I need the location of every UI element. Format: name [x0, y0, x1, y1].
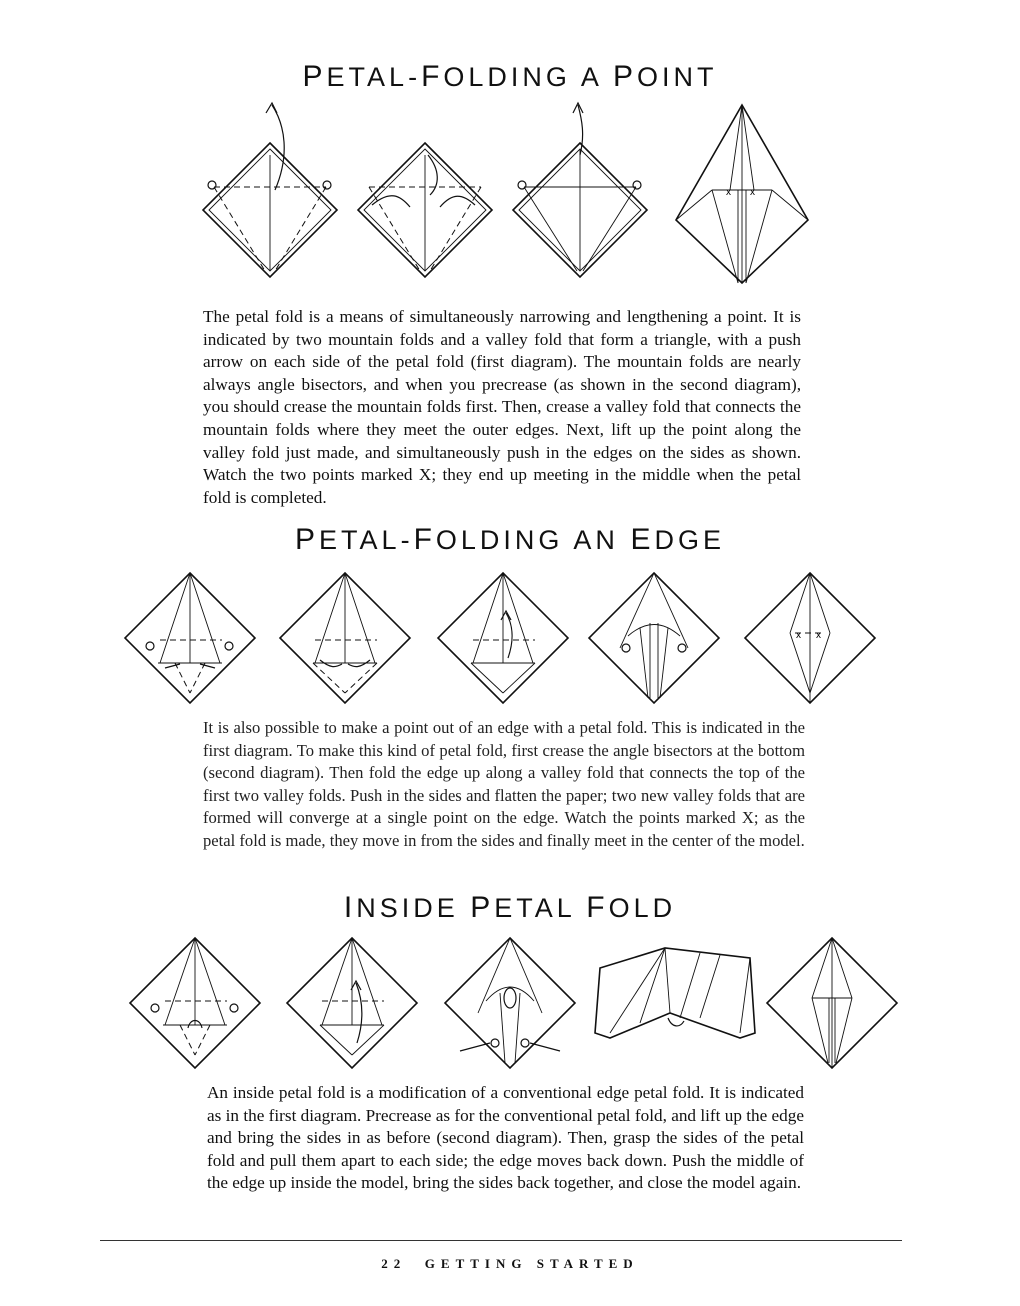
title-initial: E — [630, 523, 655, 556]
title-part: OLD — [608, 893, 677, 923]
section-paragraph: An inside petal fold is a modification of a conventional edge petal fold. It is indicated as in the first diagram. Precrease as for the conventional petal fold, and lift up the edge and bring the sides in as before (second diagram). Then, grasp the sides of the petal fold and pull them apart to each side; the edge moves back down. Push the middle of the edge up inside the model, bring the sides back together, and close the model again. — [207, 1083, 804, 1193]
section-paragraph: The petal fold is a means of simultaneously narrowing and lengthening a point. It is indicated by two mountain folds and a valley fold that form a triangle, with a push arrow on each side of the petal fold (first diagram). The mountain folds are nearly always angle bisectors, and when you precrease (as shown in the second diagram), you should crease the mountain folds first. Then, crease a valley fold that connects the mountain folds where they meet the outer edges. Next, lift up the point along the valley fold just made, and simultaneously push in the edges on the sides as shown. Watch the two points marked X; they end up meeting in the middle when the petal fold is completed. — [203, 307, 801, 507]
inside-petal-diagram-4 — [595, 948, 755, 1038]
petal-edge-diagrams — [0, 568, 1020, 708]
petal-edge-diagram-4 — [589, 573, 719, 703]
page-number: 22 — [381, 1256, 407, 1271]
title-part: ETAL- — [326, 62, 422, 92]
x-mark: x — [750, 187, 755, 198]
inside-petal-diagram-5 — [767, 938, 897, 1068]
x-mark: x — [796, 630, 801, 641]
title-part: OINT — [636, 62, 718, 92]
title-initial: P — [295, 523, 320, 556]
petal-edge-diagram-2 — [280, 573, 410, 703]
petal-point-diagram-4 — [676, 105, 808, 283]
section-paragraph: It is also possible to make a point out of an edge with a petal fold. This is indicated in the first diagram. To make this kind of petal fold, first crease the angle bisectors at the bottom (second diagram). Then fold the edge up along a valley fold that connects the top of the first two valley folds. Push in the sides and flatten the paper; two new valley folds that are formed will converge at a single point on the edge. Watch the points marked X; as the petal fold is made, they move in from the sides and finally meet in the center of the model. — [203, 718, 805, 850]
section-title-petal-folding-a-point — [0, 60, 1020, 94]
inside-petal-diagram-2 — [287, 938, 417, 1068]
title-part: ETAL — [494, 893, 587, 923]
title-part: OLDING AN — [435, 525, 631, 555]
petal-point-diagram-3 — [513, 103, 647, 277]
inside-petal-diagram-3 — [445, 938, 575, 1068]
section-title-inside-petal-fold — [0, 891, 1020, 925]
title-part: OLDING A — [443, 62, 613, 92]
petal-edge-diagram-3 — [438, 573, 568, 703]
petal-point-diagrams — [0, 95, 1020, 290]
x-mark: x — [726, 187, 731, 198]
footer-rule — [100, 1240, 902, 1241]
inside-petal-diagrams — [0, 933, 1020, 1073]
petal-edge-diagram-5 — [745, 573, 875, 703]
petal-point-diagram-1 — [203, 103, 337, 277]
page-footer — [0, 1256, 1020, 1272]
title-part: ETAL- — [319, 525, 414, 555]
x-mark: x — [816, 630, 821, 641]
title-initial: F — [413, 523, 436, 556]
running-title: GETTING STARTED — [424, 1256, 639, 1271]
title-initial: P — [612, 60, 637, 93]
section-title-petal-folding-an-edge — [0, 523, 1020, 557]
title-initial: I — [343, 891, 357, 924]
title-part: NSIDE — [356, 893, 471, 923]
title-part: DGE — [654, 525, 725, 555]
title-initial: P — [470, 891, 495, 924]
petal-point-diagram-2 — [358, 143, 492, 277]
title-initial: F — [586, 891, 609, 924]
title-initial: F — [421, 60, 444, 93]
petal-edge-diagram-1 — [125, 573, 255, 703]
inside-petal-diagram-1 — [130, 938, 260, 1068]
title-initial: P — [302, 60, 327, 93]
